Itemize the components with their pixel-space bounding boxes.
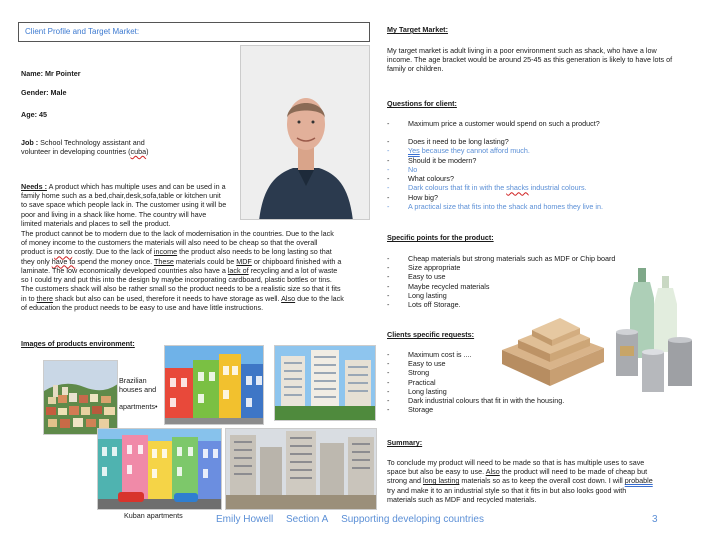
apartment-towers-illustration [275, 346, 376, 421]
city-construction-image [225, 428, 377, 510]
specific-point-6: Lots off Storage. [408, 300, 461, 310]
needs-block [21, 182, 251, 228]
para-line-4d: These [153, 256, 174, 266]
footer-section: Section A [286, 514, 329, 525]
questions-heading: Questions for client: [387, 99, 457, 108]
chipboard-illustration [498, 300, 608, 388]
summary-line1: To conclude my product will need to be made so that is has multiple uses to save [387, 458, 645, 467]
footer [216, 514, 494, 527]
target-market-line1: My target market is adult living in a poor environment such as shack, who have a low [387, 46, 657, 55]
job-line2-word: cuba [130, 147, 147, 157]
request-7: Storage [408, 405, 434, 415]
client-age: Age: 45 [21, 110, 47, 119]
para-line-5a: laminate. The low economically developed countries also have a [21, 265, 228, 275]
target-market-heading: My Target Market: [387, 25, 448, 34]
summary-line5: materials such as MDF and recycled materials. [387, 494, 537, 504]
needs-line3: to save space which people lack in. The customer using it will be [21, 200, 227, 210]
chipboard-image [498, 300, 608, 388]
client-name: Name: Mr Pointer [21, 69, 81, 78]
needs-line2: family home such as a bed,chair,desk,sofa,table or kitchen unit [21, 191, 221, 201]
answer-3: No [408, 164, 418, 174]
footer-author: Emily Howell [216, 514, 274, 525]
para-line-8a: in to [21, 293, 37, 303]
summary-line3b: long lasting [422, 476, 460, 486]
answer-item [387, 202, 697, 211]
page-title-box [18, 22, 370, 42]
request-item [387, 405, 597, 414]
specific-point-item [387, 291, 647, 300]
client-job [21, 138, 148, 156]
requests-heading: Clients specific requests: [387, 330, 475, 339]
needs-line1: A product which has multiple uses and can be used in a [46, 182, 226, 191]
summary-line3c: materials so as to keep the overall cost down. I will [459, 476, 625, 486]
job-label: Job : [21, 138, 39, 147]
para-line-9: of education the product needs to be easy to use and have little instructions. [21, 302, 264, 312]
para-line-8d: Also [281, 293, 296, 303]
para-line-3b: not to [54, 247, 73, 257]
question-4: What colours? [408, 174, 454, 184]
specific-points-heading: Specific points for the product: [387, 233, 494, 242]
para-line-4e: materials could be [173, 256, 237, 266]
para-line-4c: spend the money once. [75, 256, 154, 266]
caption-bullet: • [154, 402, 158, 412]
job-line2-post: ) [146, 147, 149, 157]
para-line-5c: recycling and a lot of waste [248, 265, 338, 275]
question-1: Maximum price a customer would spend on such a product? [408, 119, 600, 128]
cuba-caption: Kuban apartments [124, 511, 183, 520]
summary-line3d: probable [624, 476, 653, 486]
page-title: Client Profile and Target Market: [25, 27, 140, 36]
needs-line4: poor and living in a shack like home. The country will have [21, 209, 207, 219]
answer-5: A practical size that fits into the shack and homes they live in. [408, 201, 603, 211]
footer-project: Supporting developing countries [341, 514, 484, 525]
request-item [387, 396, 597, 405]
answer-item [387, 165, 697, 174]
summary-line2a: space but also be easy to use. [387, 467, 486, 477]
brazil-caption-line3: apartments [119, 402, 155, 412]
para-line-8b: there [36, 293, 53, 303]
brazil-town-image [43, 360, 118, 435]
para-line-4a: they only [21, 256, 52, 266]
havana-street-image [97, 428, 222, 510]
answer-2a: Yes [408, 146, 420, 156]
request-2: Easy to use [408, 359, 446, 369]
client-portrait-illustration [241, 46, 370, 220]
para-line-5b: lack of [227, 265, 249, 275]
target-market-line2: income. The age bracket would be around 25-45 as this generation is likely to have lots of [387, 55, 673, 65]
question-2: Does it need to be long lasting? [408, 137, 509, 147]
para-line-3e: the product also needs to be long lasting so that [177, 247, 332, 257]
specific-point-2: Size appropriate [408, 263, 461, 273]
recycled-materials-image [612, 262, 698, 402]
specific-point-item [387, 282, 647, 291]
para-line-4g: or chipboard finished with a [251, 256, 342, 266]
specific-point-3: Easy to use [408, 272, 446, 282]
summary-line3a: strong and [387, 476, 423, 486]
request-1: Maximum cost is .... [408, 350, 472, 359]
answer-4b: shacks [506, 183, 529, 193]
answer-4a: Dark colours that fit in with the [408, 183, 507, 193]
images-heading: Images of products environment: [21, 339, 135, 348]
para-line-8e: due to the lack [295, 293, 344, 303]
question-5: How big? [408, 192, 438, 202]
brazil-caption-line2: houses and [119, 385, 157, 395]
request-5: Long lasting [408, 386, 447, 396]
para-line-8c: shack but also can be used, therefore it needs to have storage as well. [52, 293, 282, 303]
havana-street-illustration [98, 429, 222, 510]
apartment-towers-image [274, 345, 376, 421]
description-paragraph [21, 229, 381, 312]
summary-text [387, 458, 699, 504]
request-3: Strong [408, 368, 430, 378]
para-line-7: The customers shack will also be rather small so the product needs to be a realistic size so that it fits [21, 284, 341, 294]
para-line-4b: have to [51, 256, 76, 266]
request-6: Dark industrial colours that fit in with the housing. [408, 396, 565, 406]
request-4: Practical [408, 377, 436, 387]
summary-line2b: Also [485, 467, 500, 477]
specific-point-item [387, 263, 647, 272]
para-line-1: The product cannot be to modern due to the lack of modernisation in the countries. Due to the lack [21, 229, 334, 238]
answer-item [387, 146, 697, 155]
request-item [387, 387, 597, 396]
specific-point-item [387, 272, 647, 281]
target-market-text [387, 46, 697, 74]
target-market-line3: family or children. [387, 64, 444, 74]
para-line-6: so I could try and put this into the design by maybe incorporating cardboard, plastic bottles or tins. [21, 275, 332, 285]
brazil-town-illustration [44, 361, 118, 435]
bottles-and-tins-illustration [612, 262, 698, 402]
colourful-houses-illustration [165, 346, 264, 425]
para-line-3a: product is [21, 247, 55, 257]
specific-point-1: Cheap materials but strong materials such as MDF or Chip board [408, 254, 616, 263]
colourful-houses-image [164, 345, 264, 425]
needs-label: Needs : [21, 182, 47, 191]
needs-line5: limited materials and places to sell the product. [21, 218, 171, 228]
page-number: 3 [652, 514, 658, 525]
para-line-3c: costly. Due to the lack of [72, 247, 154, 257]
client-photo [240, 45, 370, 220]
answer-2b: because they cannot afford much. [419, 146, 530, 156]
specific-point-5: Long lasting [408, 290, 447, 300]
specific-point-4: Maybe recycled materials [408, 281, 490, 291]
question-item [387, 137, 697, 146]
questions-list [387, 119, 697, 211]
brazil-caption-line1: Brazilian [119, 376, 147, 385]
question-item [387, 156, 697, 165]
specific-point-item [387, 254, 647, 263]
answer-item [387, 183, 697, 192]
client-gender: Gender: Male [21, 88, 67, 97]
brazil-caption [119, 376, 158, 412]
question-item [387, 174, 697, 183]
job-line2-pre: volunteer in developing countries ( [21, 147, 131, 157]
answer-4c: industrial colours. [528, 183, 587, 193]
job-line1: School Technology assistant and [38, 138, 145, 147]
para-line-3d: income [153, 247, 178, 257]
question-item [387, 193, 697, 202]
para-line-4f: MDF [236, 256, 252, 266]
question-item [387, 119, 697, 128]
summary-heading: Summary: [387, 438, 423, 447]
para-line-2: of money income to the customers the materials will also need to be cheap so that the overall [21, 238, 318, 248]
city-construction-illustration [226, 429, 377, 510]
question-3: Should it be modern? [408, 155, 477, 165]
summary-line4: try and make it to an industrial style so that it fits in but also looks good with [387, 485, 627, 495]
summary-line2c: the product will need to be made of cheap but [499, 467, 648, 477]
